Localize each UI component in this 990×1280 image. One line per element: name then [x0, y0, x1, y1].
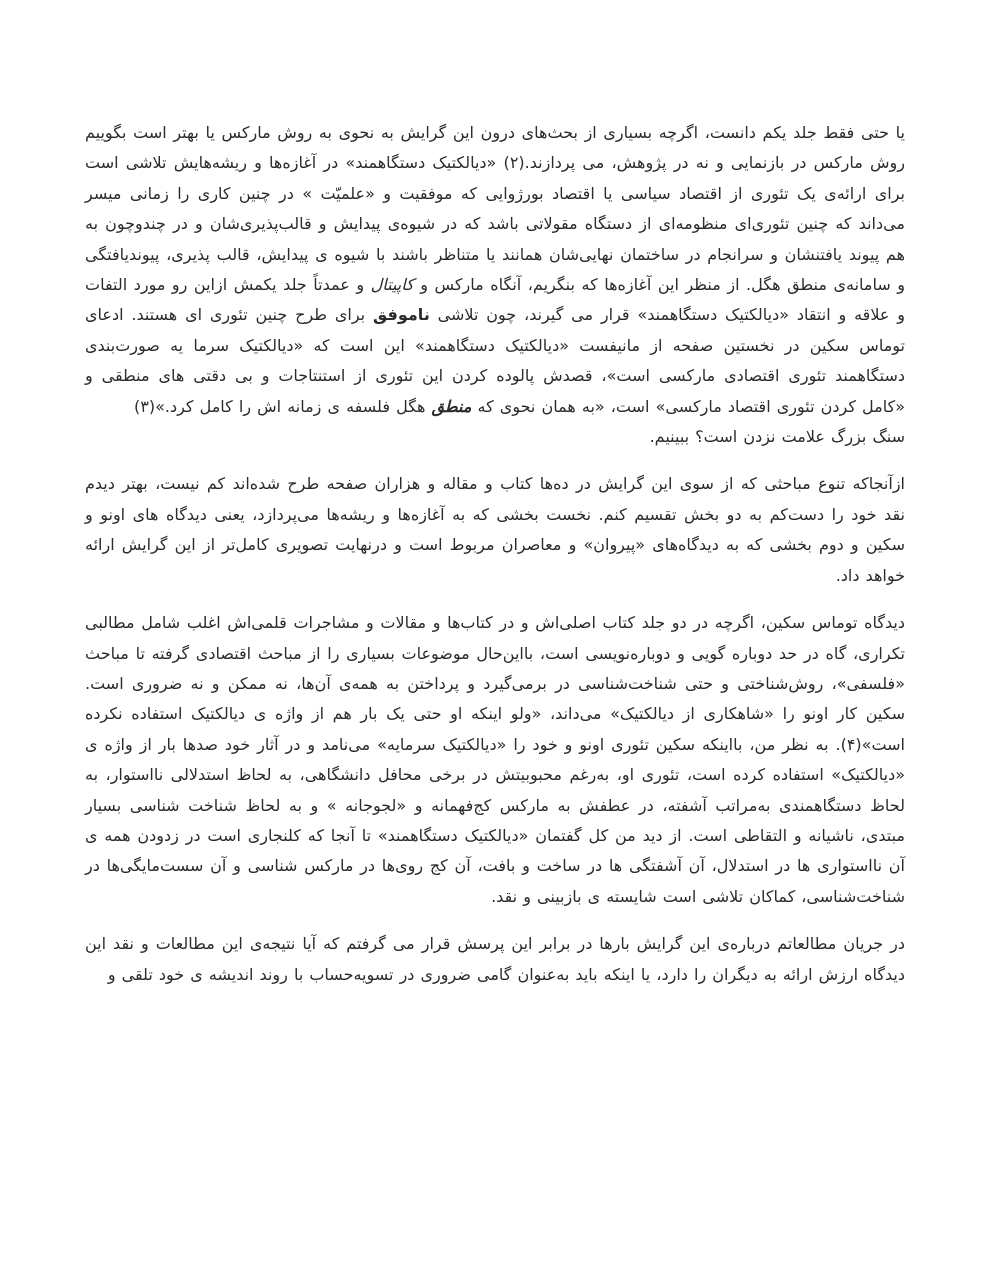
paragraph-1-text-a: یا حتی فقط جلد یکم دانست، اگرچه بسیاری از بحث‌های درون این گرایش به نحوی به روش مارکس یا بهتر است بگوییم روش مارکس در بازنمایی و نه در پژوهش، می پردازند.(۲) «دیالکتیک دستگاهمند» در آغازه‌ها و ریشه‌هایش تلاشی است برای ارائه‌ی یک تئوری از اقتصاد سیاسی یا اقتصاد بورژوایی که موفقیت و «علمیّت » در چنین کاری را زمانی میسر می‌داند که چنین تئوری‌ای منظومه‌ای از دستگاه مقولاتی باشد که در شیوه‌ی پیدایش و قالب‌پذیری‌شان و در چندوچون به هم پیوند یافتنشان و سرانجام در ساختمان نهایی‌شان همانند یا متناظر باشند با شیوه ی پیدایش، قالب پذیری، پیوندیافتگی و سامانه‌ی منطق هگل. از منظر این آغازه‌ها که بنگریم، آنگاه مارکس و: [85, 123, 906, 295]
paragraph-4: در جریان مطالعاتم درباره‌ی این گرایش بارها در برابر این پرسش قرار می گرفتم که آیا نتیجه‌ی این مطالعات و نقد این دیدگاه ارزش ارائه به دیگران را دارد، یا اینکه باید به‌عنوان گامی ضروری در تسویه‌حساب با روند اندیشه ی خود تلقی و: [85, 934, 905, 984]
paragraph-1-text-c: برای طرح چنین تئوری ای هستند. ادعای توماس سکین در نخستین صفحه از مانیفست «دیالکتیک دستگاهمند» این است که «دیالکتیک سرما یه صورت‌بندی دستگاهمند تئوری اقتصادی مارکسی است»، قصدش پالوده کردن این تئوری از استنتاجات و بی دقتی های منطقی و «کامل کردن تئوری اقتصاد مارکسی» است، «به همان نحوی که: [85, 305, 905, 416]
paragraph-3: دیدگاه توماس سکین، اگرچه در دو جلد کتاب اصلی‌اش و در کتاب‌ها و مقالات و مشاجرات قلمی‌اش اغلب شامل مطالبی تکراری، گاه در حد دوباره گویی و دوباره‌نویسی است، بااین‌حال موضوعات بسیاری را از مباحث اقتصادی گرفته تا مباحث «فلسفی»، روش‌شناختی و حتی شناخت‌شناسی در برمی‌گیرد و پرداختن به همه‌ی آن‌ها، نه ممکن و نه ضروری است. سکین کار اونو را «شاهکاری از دیالکتیک» می‌داند، «ولو اینکه او حتی یک بار هم از واژه ی دیالکتیک استفاده نکرده است»(۴). به نظر من، بااینکه سکین تئوری اونو و خود را «دیالکتیک سرمایه» می‌نامد و در آثار خود صدها بار از واژه ی «دیالکتیک» استفاده کرده است، تئوری او، به‌رغم محبوبیتش در برخی محافل دانشگاهی، به لحاظ استدلالی نااستوار، به لحاظ دستگاهمندی به‌مراتب آشفته، در عطفش به مارکس کج‌فهمانه و «لجوجانه » و به لحاظ شناخت شناسی بسیار مبتدی، ناشیانه و التقاطی است. از دید من کل گفتمان «دیالکتیک دستگاهمند» تا آنجا که کلنجاری است در زدودن همه ی آن نااستواری ها در استدلال، آن آشفتگی ها در ساخت و بافت، آن کج روی‌ها در مارکس شناسی و آن سست‌مایگی‌ها در شناخت‌شناسی، کماکان تلاشی است شایسته ی بازبینی و نقد.: [85, 613, 905, 906]
paragraph-1-text-d: هگل فلسفه ی زمانه اش را کامل کرد.»(۳): [134, 396, 432, 416]
paragraph-2: ازآنجاکه تنوع مباحثی که از سوی این گرایش در ده‌ها کتاب و مقاله و هزاران صفحه طرح شده‌اند کم نیست، بهتر دیدم نقد خود را دست‌کم به دو بخش تقسیم کنم. نخست بخشی که به آغازه‌ها و ریشه‌ها می‌پردازد، یعنی دیدگاه های اونو و سکین و دوم بخشی که به دیدگاه‌های «پیروان» و معاصران مربوط است و درنهایت تصویری کامل‌تر از این گرایش ارائه خواهد داد.: [85, 474, 905, 585]
paragraph-1: [85, 118, 905, 422]
book-title-capital: کاپیتال: [370, 275, 414, 295]
paragraph-1-text-b: و عمدتاً جلد یکمش ازاین رو مورد التفات و علاقه و انتقاد «دیالکتیک دستگاهمند» قرار می گیرند، چون تلاشی: [85, 275, 905, 325]
book-title-logic: منطق: [431, 396, 472, 416]
emphasis-unsuccessful: ناموفق: [372, 305, 430, 325]
paragraph-1-tail: سنگ بزرگ علامت نزدن است؟ ببینیم.: [649, 427, 905, 447]
